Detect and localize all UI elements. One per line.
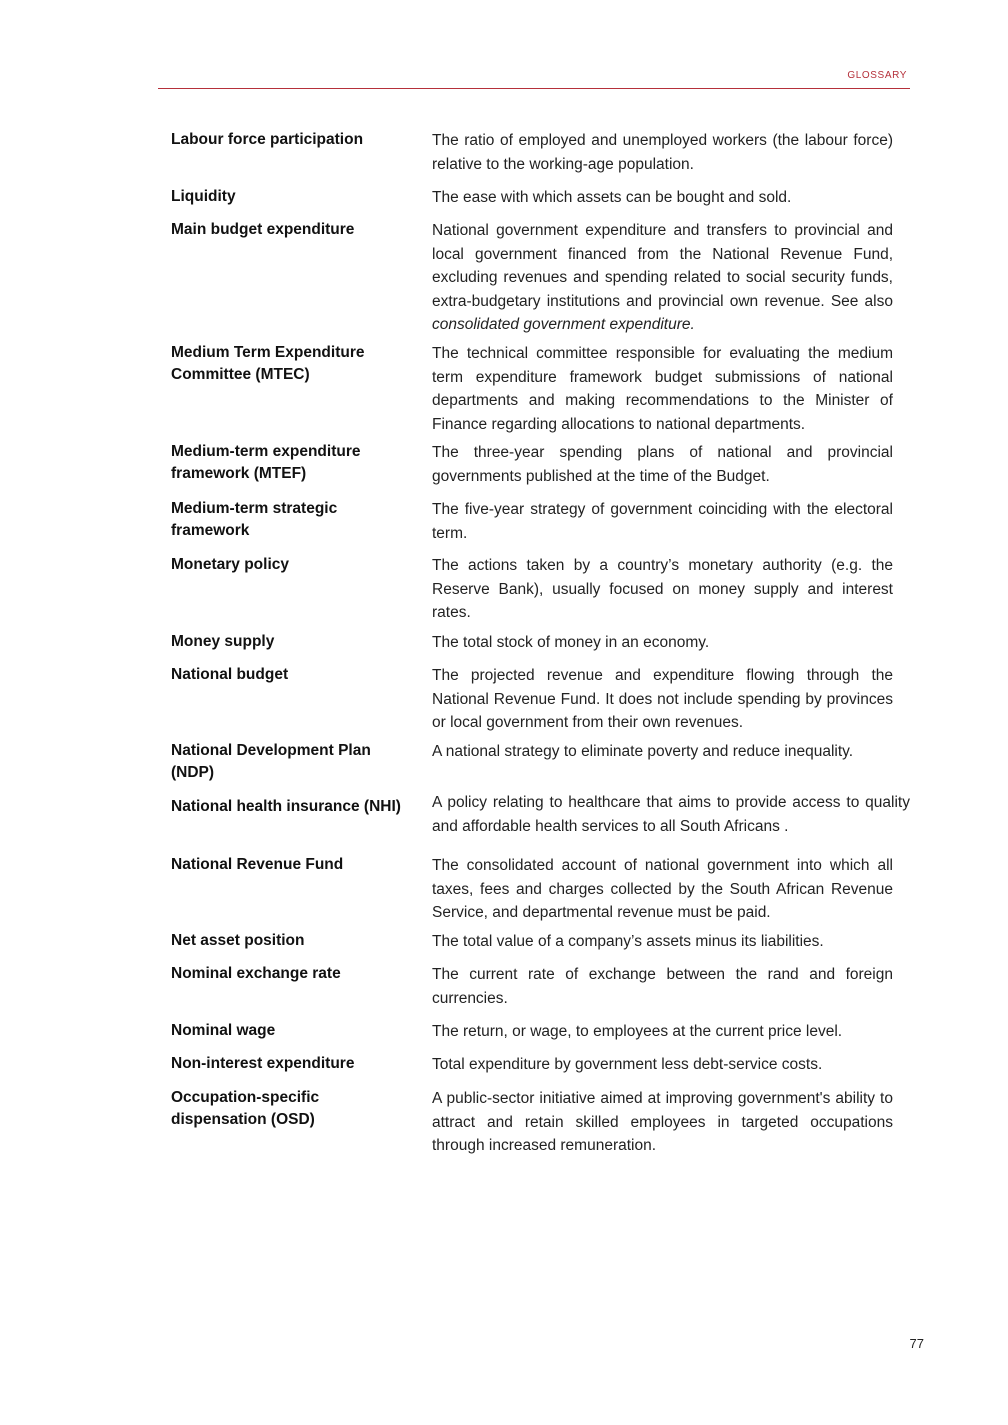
glossary-term: National Development Plan (NDP) (171, 742, 371, 781)
glossary-term: Money supply (171, 633, 275, 650)
glossary-definition: The consolidated account of national government into which all taxes, fees and charges collected by the South African Revenue Service, and departmental revenue must be paid. (432, 857, 893, 921)
glossary-definition: A policy relating to healthcare that aims to provide access to quality and affordable health services to all South Africans . (432, 794, 910, 835)
glossary-definition: The current rate of exchange between the rand and foreign currencies. (432, 966, 893, 1007)
glossary-definition: The return, or wage, to employees at the current price level. (432, 1023, 843, 1040)
glossary-definition: The total value of a company’s assets minus its liabilities. (432, 933, 824, 950)
header-divider (158, 88, 910, 89)
glossary-definition (432, 219, 893, 337)
glossary-term: National Revenue Fund (171, 856, 344, 873)
glossary-term: National budget (171, 666, 289, 683)
glossary-term: Nominal wage (171, 1022, 276, 1039)
glossary-definition: The ratio of employed and unemployed workers (the labour force) relative to the working-age population. (432, 132, 893, 173)
definition-text: National government expenditure and transfers to provincial and local government financed from the National Revenue Fund, excluding revenues and spending related to social security funds, extra-budgetary institutions and provincial own revenue. (432, 222, 893, 310)
glossary-definition: The three-year spending plans of national and provincial governments published at the time of the Budget. (432, 444, 893, 485)
see-also-prefix: See also (830, 292, 893, 310)
glossary-term: Labour force participation (171, 131, 364, 148)
glossary-term: Medium-term strategic framework (171, 500, 338, 539)
glossary-term: Monetary policy (171, 556, 289, 573)
glossary-term: Occupation-specific dispensation (OSD) (171, 1089, 320, 1128)
glossary-term: Medium-term expenditure framework (MTEF) (171, 443, 361, 482)
section-label: GLOSSARY (847, 70, 907, 81)
see-also-reference: consolidated government expenditure. (432, 316, 695, 333)
glossary-definition: The technical committee responsible for evaluating the medium term expenditure framework budget submissions of national departments and making recommendations to the Minister of Finance regarding allocations to national departments. (432, 345, 893, 433)
glossary-definition: The total stock of money in an economy. (432, 634, 710, 651)
glossary-definition: Total expenditure by government less debt-service costs. (432, 1056, 823, 1073)
glossary-term: National health insurance (NHI) (171, 798, 401, 815)
glossary-term: Main budget expenditure (171, 221, 355, 238)
glossary-term: Non-interest expenditure (171, 1055, 355, 1072)
glossary-term: Nominal exchange rate (171, 965, 341, 982)
glossary-definition: The ease with which assets can be bought and sold. (432, 189, 792, 206)
glossary-term: Medium Term Expenditure Committee (MTEC) (171, 344, 365, 383)
glossary-definition: A public-sector initiative aimed at improving government's ability to attract and retain skilled employees in targeted occupations through increased remuneration. (432, 1090, 893, 1154)
glossary-definition: The actions taken by a country’s monetary authority (e.g. the Reserve Bank), usually focused on money supply and interest rates. (432, 557, 893, 621)
glossary-definition: The projected revenue and expenditure flowing through the National Revenue Fund. It does not include spending by provinces or local government from their own revenues. (432, 667, 893, 731)
glossary-term: Liquidity (171, 188, 236, 205)
page-number: 77 (909, 1336, 924, 1351)
glossary-term: Net asset position (171, 932, 305, 949)
glossary-definition: A national strategy to eliminate poverty and reduce inequality. (432, 743, 854, 760)
glossary-definition: The five-year strategy of government coinciding with the electoral term. (432, 501, 893, 542)
